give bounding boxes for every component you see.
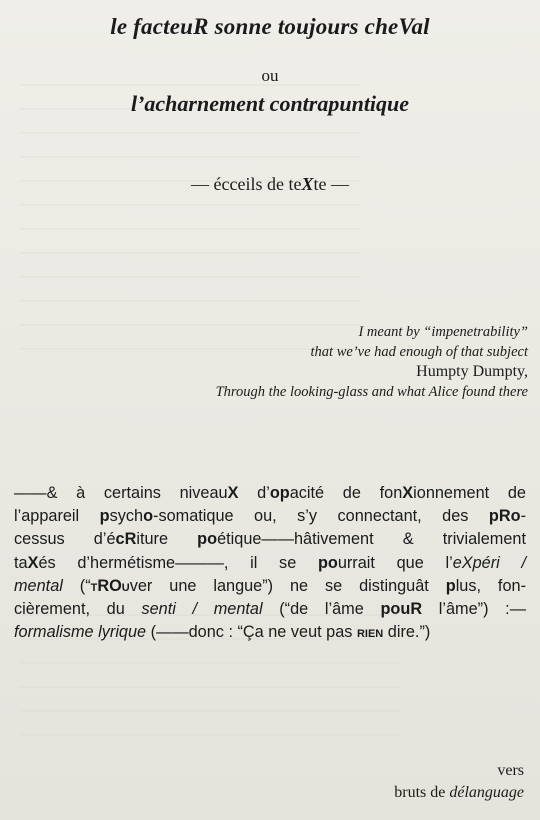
footer-note	[394, 760, 524, 804]
epigraph	[216, 322, 528, 402]
paragraph-line: ——& à certains niveauX d’opacité de fonXionnement de	[14, 484, 526, 502]
paragraph-line: formalisme lyrique (——donc : “Ça ne veut pas rien dire.”)	[14, 623, 431, 642]
epigraph-quote-line-1: I meant by “impenetrability”	[358, 324, 528, 340]
footer-line-2: bruts de délanguage	[394, 784, 524, 801]
paragraph-line: cièrement, du senti / mental (“de l’âme pouR l’âme”) :—	[14, 600, 526, 619]
paragraph-line: l’appareil psycho-somatique ou, s’y connectant, des pRo-	[14, 507, 526, 526]
epigraph-quote-line-2: that we’ve had enough of that subject	[310, 344, 528, 360]
main-paragraph	[14, 482, 526, 644]
section-heading: — écceils de teXte —	[191, 174, 349, 194]
epigraph-source: Through the looking-glass and what Alice found there	[215, 384, 528, 400]
epigraph-author: Humpty Dumpty,	[416, 363, 528, 380]
connector-text: ou	[261, 66, 279, 85]
paragraph-line: cessus d’écRiture poétique——hâtivement & trivialement	[14, 530, 526, 549]
paragraph-line: mental (“tROuver une langue”) ne se distinguât plus, fon-	[14, 576, 526, 595]
footer-line-1: vers	[497, 762, 524, 779]
page-title: le facteuR sonne toujours cheVal	[110, 14, 430, 39]
paragraph-line: taXés d’hermétisme———, il se pourrait que l’eXpéri /	[14, 553, 526, 572]
page-subtitle: l’acharnement contrapuntique	[130, 91, 410, 116]
